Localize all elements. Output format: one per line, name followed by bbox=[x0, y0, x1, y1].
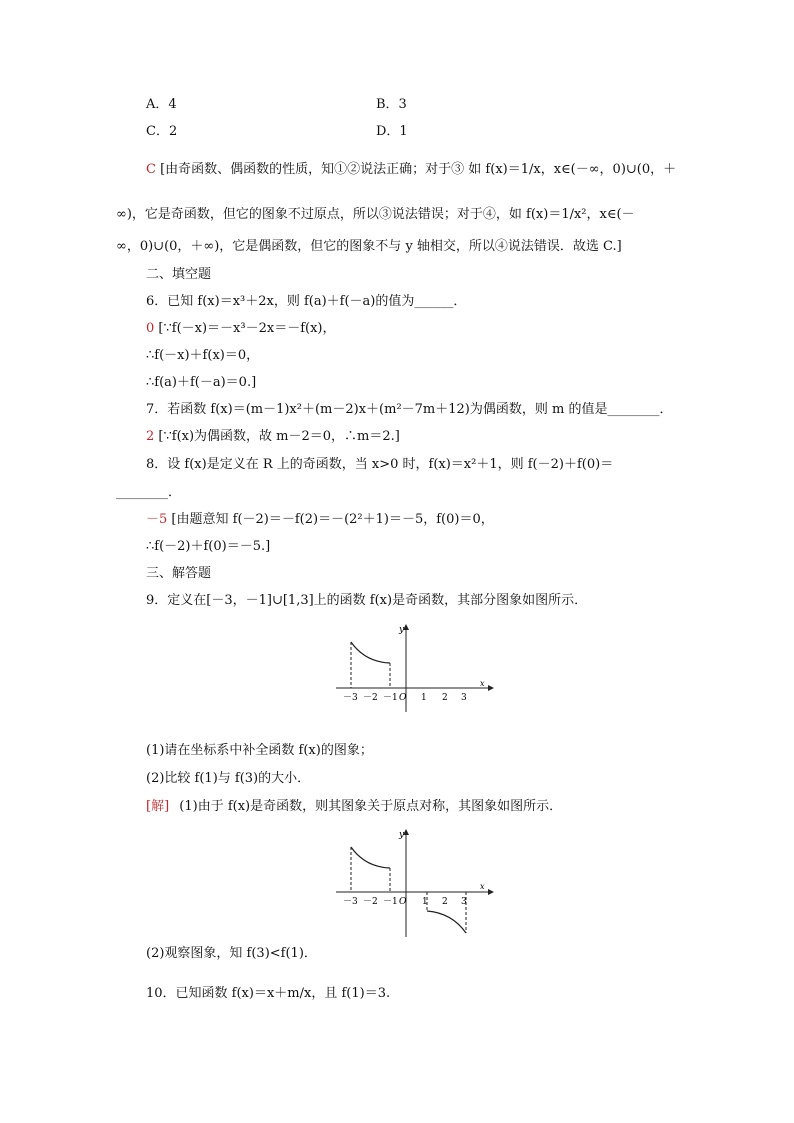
q9-complete-graph bbox=[330, 825, 500, 940]
q6-solution-3: ∴f(a)＋f(－a)＝0.] bbox=[146, 375, 257, 390]
tick-label-neg1: －1 bbox=[383, 897, 398, 907]
q8-question: 8．设 f(x)是定义在 R 上的奇函数，当 x>0 时，f(x)＝x²＋1，则 f(－2)＋f(0)＝ bbox=[146, 457, 614, 472]
q10-question: 10．已知函数 f(x)＝x＋m/x，且 f(1)＝3. bbox=[146, 986, 391, 1001]
section-3-title: 三、解答题 bbox=[146, 566, 212, 581]
q6-answer: 0 bbox=[146, 321, 155, 336]
q7-answer: 2 bbox=[146, 429, 155, 444]
tick-label-2: 2 bbox=[442, 897, 448, 907]
curve-left bbox=[351, 642, 390, 663]
y-axis-label: y bbox=[399, 830, 405, 840]
q9-question: 9．定义在[－3，－1]∪[1,3]上的函数 f(x)是奇函数，其部分图象如图所示． bbox=[146, 593, 588, 608]
curve-left bbox=[351, 847, 390, 868]
solution-tag: [解] bbox=[146, 799, 170, 814]
q8-answer: －5 bbox=[146, 512, 168, 527]
option-d: D．1 bbox=[376, 124, 408, 139]
q6-solution-1 bbox=[146, 320, 335, 338]
tick-label-neg3: －3 bbox=[343, 693, 358, 703]
q5-solution-text-1: [由奇函数、偶函数的性质，知①②说法正确；对于③ 如 f(x)＝1/x，x∈(－∞，0)∪(0，＋ bbox=[160, 162, 677, 177]
tick-label-1: 1 bbox=[422, 897, 428, 907]
q8-solution-1 bbox=[146, 511, 494, 529]
q5-solution-line-3: ∞，0)∪(0，＋∞)，它是偶函数，但它的图象不与 y 轴相交，所以④说法错误．故选 C.] bbox=[116, 239, 622, 254]
tick-label-neg2: －2 bbox=[363, 693, 378, 703]
tick-label-3: 3 bbox=[461, 693, 467, 703]
x-axis-label: x bbox=[480, 679, 485, 688]
tick-label-neg2: －2 bbox=[363, 897, 378, 907]
q9-solution-1 bbox=[146, 798, 562, 816]
q9-solution-2: (2)观察图象，知 f(3)<f(1)． bbox=[146, 946, 317, 961]
option-c: C．2 bbox=[146, 124, 178, 139]
q6-question: 6．已知 f(x)＝x³＋2x，则 f(a)＋f(－a)的值为______． bbox=[146, 294, 467, 309]
tick-label-2: 2 bbox=[442, 693, 448, 703]
q9-partial-graph bbox=[330, 620, 500, 715]
origin-label: O bbox=[399, 693, 407, 703]
origin-label: O bbox=[399, 897, 407, 907]
section-2-title: 二、填空题 bbox=[146, 267, 212, 282]
tick-label-3: 3 bbox=[461, 897, 467, 907]
q9-part-2: (2)比较 f(1)与 f(3)的大小． bbox=[146, 771, 311, 786]
option-a: A．4 bbox=[146, 97, 177, 112]
q8-blank: ________． bbox=[116, 485, 182, 500]
q5-solution-line-2: ∞)，它是奇函数，但它的图象不过原点，所以③说法错误；对于④，如 f(x)＝1/x²，x∈(－ bbox=[116, 207, 635, 222]
tick-label-1: 1 bbox=[421, 693, 427, 703]
q6-solution-text-1: [∵f(－x)＝－x³－2x＝－f(x)， bbox=[158, 321, 336, 336]
x-axis-arrow-icon bbox=[488, 889, 494, 895]
q5-answer-letter: C bbox=[146, 162, 156, 177]
x-axis-arrow-icon bbox=[488, 685, 494, 691]
q7-solution bbox=[146, 428, 400, 446]
q8-solution-text-1: [由题意知 f(－2)＝－f(2)＝－(2²＋1)＝－5，f(0)＝0， bbox=[171, 512, 494, 527]
y-axis-label: y bbox=[399, 625, 405, 635]
q8-solution-2: ∴f(－2)＋f(0)＝－5.] bbox=[146, 539, 271, 554]
q7-solution-text: [∵f(x)为偶函数，故 m－2＝0，∴m＝2.] bbox=[158, 429, 400, 444]
q9-part-1: (1)请在坐标系中补全函数 f(x)的图象； bbox=[146, 743, 373, 758]
x-axis-label: x bbox=[480, 882, 485, 891]
option-b: B．3 bbox=[376, 97, 407, 112]
q6-solution-2: ∴f(－x)＋f(x)＝0， bbox=[146, 348, 260, 363]
tick-label-neg1: －1 bbox=[383, 693, 398, 703]
q5-solution-line-1 bbox=[146, 161, 676, 179]
q9-solution-text-1: (1)由于 f(x)是奇函数，则其图象关于原点对称，其图象如图所示． bbox=[179, 799, 563, 814]
q7-question: 7．若函数 f(x)＝(m－1)x²＋(m－2)x＋(m²－7m＋12)为偶函数，则 m 的值是________． bbox=[146, 402, 673, 417]
curve-right bbox=[427, 911, 466, 933]
tick-label-neg3: －3 bbox=[343, 897, 358, 907]
